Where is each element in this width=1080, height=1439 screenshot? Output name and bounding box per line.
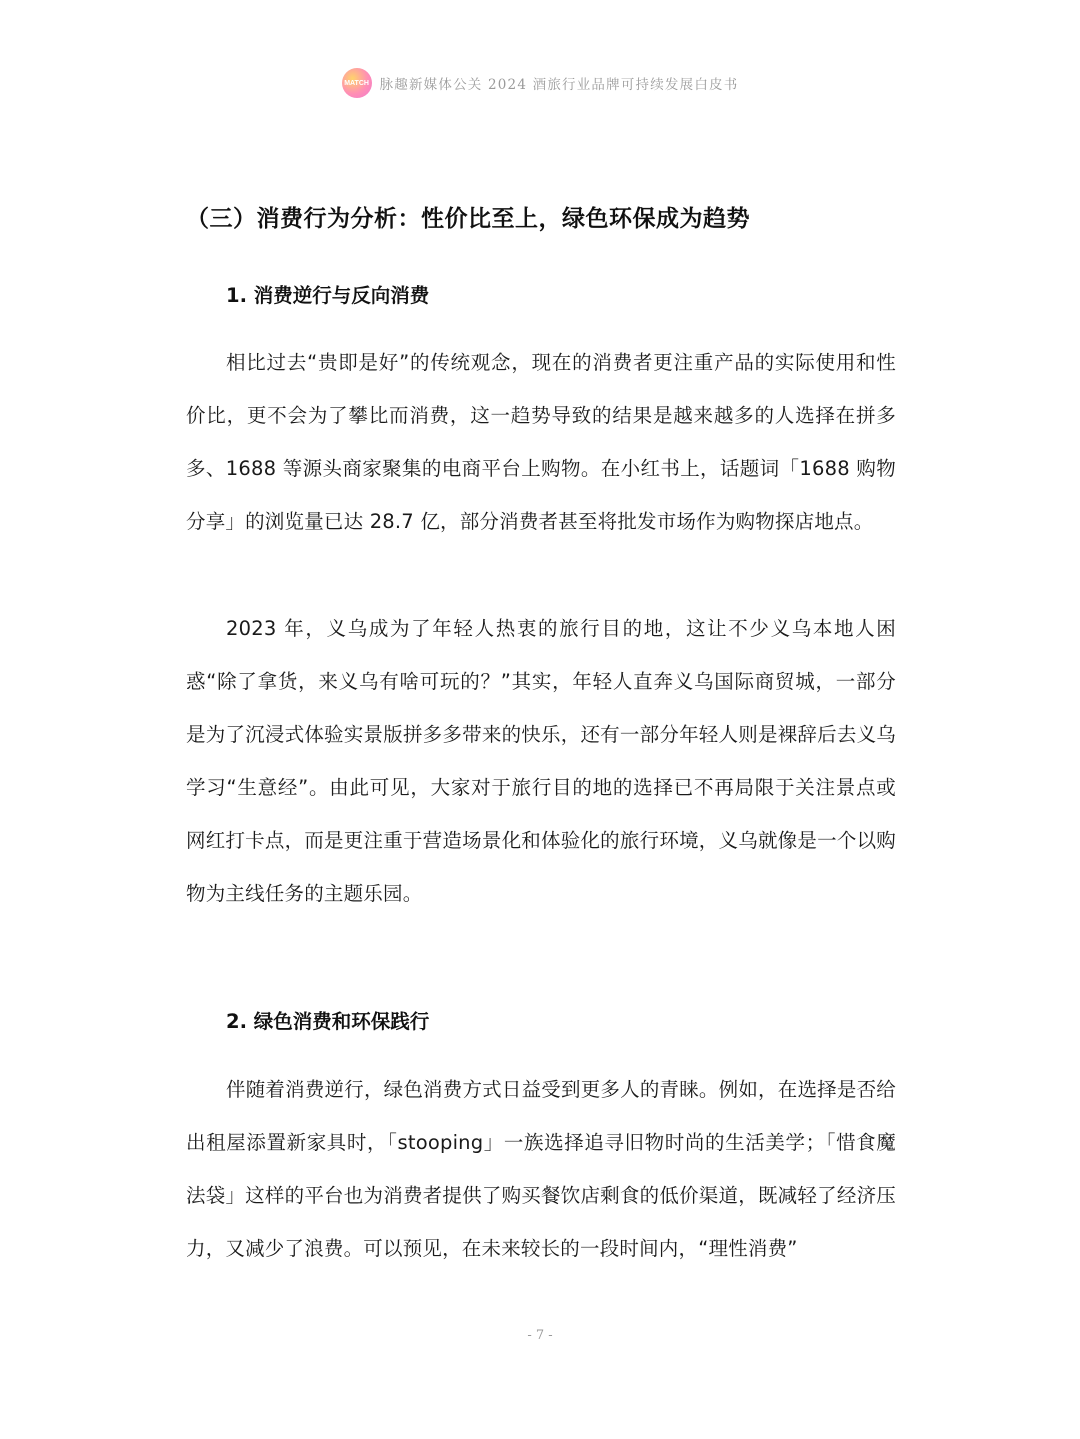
section-title: （三）消费行为分析：性价比至上，绿色环保成为趋势 (186, 206, 750, 232)
brand-logo-icon (342, 68, 372, 98)
page-number: - 7 - (527, 1328, 553, 1343)
page-header (0, 68, 1080, 98)
subsection-title-2: 2. 绿色消费和环保践行 (226, 1010, 430, 1033)
header-title: 脉趣新媒体公关 2024 酒旅行业品牌可持续发展白皮书 (379, 77, 739, 93)
paragraph: 2023 年，义乌成为了年轻人热衷的旅行目的地，这让不少义乌本地人困惑“除了拿货，来义乌有啥可玩的？”其实，年轻人直奔义乌国际商贸城，一部分是为了沉浸式体验实景版拼多多带来的快乐，还有一部分年轻人则是裸辞后去义乌学习“生意经”。由此可见，大家对于旅行目的地的选择已不再局限于关注景点或网红打卡点，而是更注重于营造场景化和体验化的旅行环境，义乌就像是一个以购物为主线任务的主题乐园。 (186, 617, 896, 905)
paragraph: 伴随着消费逆行，绿色消费方式日益受到更多人的青睐。例如，在选择是否给出租屋添置新家具时，「stooping」一族选择追寻旧物时尚的生活美学；「惜食魔法袋」这样的平台也为消费者提供了购买餐饮店剩食的低价渠道，既减轻了经济压力，又减少了浪费。可以预见，在未来较长的一段时间内，“理性消费” (186, 1078, 896, 1260)
paragraph: 相比过去“贵即是好”的传统观念，现在的消费者更注重产品的实际使用和性价比，更不会为了攀比而消费，这一趋势导致的结果是越来越多的人选择在拼多多、1688 等源头商家聚集的电商平台上购物。在小红书上，话题词「1688 购物分享」的浏览量已达 28.7 亿，部分消费者甚至将批发市场作为购物探店地点。 (186, 351, 896, 533)
subsection-title-1: 1. 消费逆行与反向消费 (226, 284, 430, 307)
logo-text: MATCH (344, 79, 369, 87)
